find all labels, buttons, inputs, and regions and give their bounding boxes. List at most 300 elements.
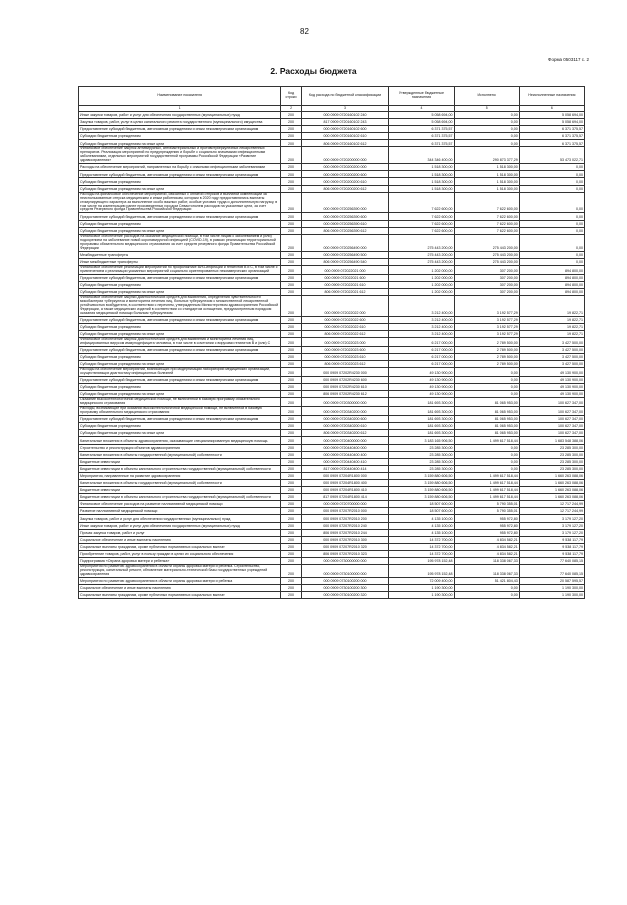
row-name: Бюджетные инвестиции (79, 458, 281, 465)
row-approved: 7 622 600,00 (389, 213, 454, 220)
row-unexecuted: 894 800,00 (519, 288, 584, 295)
row-executed: 1 499 617 518,44 (454, 479, 519, 486)
row-approved: 1 202 000,00 (389, 274, 454, 281)
table-row (79, 337, 585, 346)
row-approved: 3 183 165 906,50 (389, 437, 454, 444)
row-line-code: 200 (281, 487, 301, 494)
table-row (79, 444, 585, 451)
row-line-code: 200 (281, 274, 301, 281)
row-line-code: 200 (281, 451, 301, 458)
row-approved: 1 518 300,00 (389, 185, 454, 192)
row-approved: 1 518 300,00 (389, 171, 454, 178)
row-expense-code: 000 0909 0720160102 610 (301, 133, 389, 140)
row-expense-code: 000 0909 0730000000 000 (301, 558, 389, 565)
row-expense-code: 000 0909 072022023 600 (301, 346, 389, 353)
row-executed: 0,00 (454, 112, 519, 119)
table-row (79, 543, 585, 550)
row-name: Бюджетные инвестиции в объекты капитального строительства государственной (муниципальной) собственности (79, 465, 281, 472)
row-line-code: 200 (281, 147, 301, 164)
row-name: Расходы, возникающие при оказании высокотехнологичной медицинской помощи, не включенной в базовую программу обязательного медицинского страхования (79, 407, 281, 416)
row-expense-code: 000 0909 072022022 600 (301, 316, 389, 323)
row-line-code: 200 (281, 213, 301, 220)
row-name: Капитальные вложения в объекты государственной (муниципальной) собственности (79, 451, 281, 458)
row-line-code: 200 (281, 353, 301, 360)
table-row (79, 316, 585, 323)
row-unexecuted: 49 130 900,00 (519, 384, 584, 391)
row-name: Расходы на финансовое обеспечение мероприятий, связанных с оплатой отпусков и выплатой компенсации за неиспользованные отпуска медицинским и иным работникам, которым в 2020 году предоставлялись выплаты стимулирующего характера за выполнение особо важных работ, особые условия труда и дополнительную нагрузку, в том числе на компенсацию ранее произведенных городом Севастополем расходов на указанные цели, за счет средств Резервного фонда Правительства Российской Федерации (79, 192, 281, 213)
row-executed: 955 972,80 (454, 522, 519, 529)
row-unexecuted: 0,00 (519, 227, 584, 234)
row-approved: 14 372 700,00 (389, 550, 454, 557)
row-expense-code: 000 0909 0720440400 400 (301, 451, 389, 458)
table-row (79, 192, 585, 213)
row-expense-code: 000 0909 0720440400 410 (301, 458, 389, 465)
row-expense-code: 817 0909 07204R1800 414 (301, 494, 389, 501)
row-line-code: 200 (281, 126, 301, 133)
row-executed: 5 790 355,01 (454, 508, 519, 515)
row-unexecuted: 53 473 022,71 (519, 147, 584, 164)
row-expense-code: 000 0909 0720340200 000 (301, 407, 389, 416)
row-approved: 18 507 600,00 (389, 501, 454, 508)
row-executed: 7 622 600,00 (454, 192, 519, 213)
row-executed: 0,00 (454, 451, 519, 458)
table-row (79, 407, 585, 416)
row-unexecuted: 100 627 347,00 (519, 398, 584, 407)
row-name: Предоставление субсидий бюджетным, автономным учреждениям и иным некоммерческим организациям (79, 171, 281, 178)
row-name: Социальное обеспечение и иные выплаты населению (79, 585, 281, 592)
row-expense-code: 000 0909 0730100200 320 (301, 592, 389, 599)
table-row (79, 265, 585, 274)
row-approved: 23 285 300,00 (389, 465, 454, 472)
row-executed: 1 499 617 518,44 (454, 472, 519, 479)
row-name: Расходы на обеспечение мероприятий, направленных на борьбу с опасными инфекционными заболеваниями (79, 164, 281, 171)
row-unexecuted: 19 822,71 (519, 316, 584, 323)
row-name: Субсидии бюджетным учреждениям на иные цели (79, 391, 281, 398)
table-row (79, 416, 585, 423)
table-row (79, 487, 585, 494)
table-row (79, 281, 585, 288)
row-line-code: 200 (281, 423, 301, 430)
row-name: Субсидии бюджетным учреждениям на иные цели (79, 227, 281, 234)
row-unexecuted: 3 179 127,20 (519, 522, 584, 529)
row-name: Субсидии бюджетным учреждениям на иные цели (79, 361, 281, 368)
row-approved: 195 978 152,48 (389, 565, 454, 578)
row-executed: 7 622 600,00 (454, 227, 519, 234)
row-expense-code: 000 0909 072022022 610 (301, 323, 389, 330)
row-executed: 275 443 200,00 (454, 251, 519, 258)
table-row (79, 384, 585, 391)
row-line-code: 200 (281, 515, 301, 522)
row-name: Субсидии бюджетным учреждениям на иные цели (79, 430, 281, 437)
row-line-code: 200 (281, 391, 301, 398)
row-expense-code: 000 0909 07204R1800 410 (301, 487, 389, 494)
row-name: Мероприятия по развитию здравоохранения в области охраны здоровья матери и ребенка. Строительство, реконструкция, капитальный ремонт, обновление материально-технической базы государственных учреждений здравоохранения (79, 565, 281, 578)
row-expense-code: 000 0909 0720160102 240 (301, 112, 389, 119)
row-name: Иные межбюджетные трансферты (79, 258, 281, 265)
row-unexecuted: 1 660 263 088,06 (519, 487, 584, 494)
row-executed: 4 834 582,21 (454, 543, 519, 550)
row-executed: 81 065 953,00 (454, 430, 519, 437)
row-approved: 181 693 300,00 (389, 398, 454, 407)
row-unexecuted: 0,00 (519, 192, 584, 213)
row-unexecuted: 3 427 500,00 (519, 361, 584, 368)
row-expense-code: 000 0909 0720256390 600 (301, 213, 389, 220)
row-executed: 0,00 (454, 444, 519, 451)
row-name: Финансовое обеспечение реализации мероприятий по профилактике ВИЧ-инфекции и гепатитов В и С, в том числе с привлечением к реализации указанных мероприятий социально ориентированных некоммерческих организаций (79, 265, 281, 274)
row-unexecuted: 0,00 (519, 171, 584, 178)
row-name: Предоставление субсидий бюджетным, автономным учреждениям и иным некоммерческим организациям (79, 213, 281, 220)
row-line-code: 200 (281, 220, 301, 227)
table-row (79, 536, 585, 543)
table-row (79, 178, 585, 185)
row-unexecuted: 0,00 (519, 234, 584, 251)
row-name: Социальные выплаты гражданам, кроме публичных нормативных социальных выплат (79, 543, 281, 550)
row-expense-code: 806 0909 0720340200 612 (301, 430, 389, 437)
row-unexecuted: 1 660 263 088,06 (519, 472, 584, 479)
row-name: Субсидии бюджетным учреждениям (79, 178, 281, 185)
row-unexecuted: 49 130 900,00 (519, 391, 584, 398)
table-row (79, 479, 585, 486)
row-name: Субсидии бюджетным учреждениям (79, 220, 281, 227)
header-expense-code: Код расхода по бюджетной классификации (301, 87, 389, 106)
row-unexecuted: 12 717 244,99 (519, 501, 584, 508)
row-line-code: 200 (281, 543, 301, 550)
row-line-code: 200 (281, 295, 301, 316)
row-expense-code: 000 0909 07204R1800 400 (301, 479, 389, 486)
row-unexecuted: 894 800,00 (519, 274, 584, 281)
row-line-code: 200 (281, 416, 301, 423)
row-unexecuted: 19 822,71 (519, 330, 584, 337)
row-name: Межбюджетные трансферты (79, 251, 281, 258)
row-executed: 81 065 953,00 (454, 398, 519, 407)
row-expense-code: 806 0909 0720256490 540 (301, 258, 389, 265)
row-unexecuted: 0,00 (519, 164, 584, 171)
row-approved: 3 212 400,00 (389, 295, 454, 316)
row-approved: 1 518 300,00 (389, 164, 454, 171)
row-expense-code: 000 0909 07202R4230 600 (301, 377, 389, 384)
table-row (79, 585, 585, 592)
row-executed: 0,00 (454, 140, 519, 147)
table-row (79, 234, 585, 251)
row-name: Предоставление субсидий бюджетным, автономным учреждениям и иным некоммерческим организациям (79, 346, 281, 353)
table-row (79, 274, 585, 281)
row-line-code: 200 (281, 465, 301, 472)
row-approved: 4 135 100,00 (389, 515, 454, 522)
row-executed: 1 499 617 518,44 (454, 437, 519, 444)
row-approved: 49 130 900,00 (389, 384, 454, 391)
section-title: 2. Расходы бюджета (270, 66, 357, 76)
row-unexecuted: 1 190 300,00 (519, 592, 584, 599)
row-approved: 49 130 900,00 (389, 368, 454, 377)
table-row (79, 323, 585, 330)
table-row (79, 430, 585, 437)
row-approved: 275 443 200,00 (389, 258, 454, 265)
row-unexecuted: 19 822,71 (519, 323, 584, 330)
row-unexecuted: 100 627 347,00 (519, 416, 584, 423)
row-expense-code: 000 0909 07202R4230 000 (301, 368, 389, 377)
row-unexecuted: 100 627 347,00 (519, 423, 584, 430)
row-line-code: 200 (281, 577, 301, 584)
table-row (79, 472, 585, 479)
row-name: Приобретение товаров, работ, услуг в пользу граждан в целях их социального обеспечения (79, 550, 281, 557)
row-approved: 1 202 000,00 (389, 281, 454, 288)
row-expense-code: 000 0909 07202R4230 610 (301, 384, 389, 391)
row-executed: 4 834 582,21 (454, 550, 519, 557)
row-expense-code: 000 0909 072022023 610 (301, 353, 389, 360)
row-executed: 3 192 577,29 (454, 316, 519, 323)
row-expense-code: 000 0909 0720256490 500 (301, 251, 389, 258)
row-name: Предоставление субсидий бюджетным, автономным учреждениям и иным некоммерческим организациям (79, 416, 281, 423)
index-cell: 4 (389, 106, 454, 112)
table-row (79, 437, 585, 444)
row-line-code: 200 (281, 288, 301, 295)
row-approved: 181 693 300,00 (389, 407, 454, 416)
row-unexecuted: 12 717 244,99 (519, 508, 584, 515)
row-line-code: 200 (281, 140, 301, 147)
row-expense-code: 000 0909 0720200000 000 (301, 147, 389, 164)
row-approved: 181 693 300,00 (389, 423, 454, 430)
row-expense-code: 806 0909 072022022 612 (301, 330, 389, 337)
row-approved: 14 372 700,00 (389, 543, 454, 550)
table-row (79, 112, 585, 119)
row-unexecuted: 0,00 (519, 251, 584, 258)
row-name: Подпрограмма «Охрана здоровья матери и ребенка» (79, 558, 281, 565)
row-expense-code: 817 0909 0720160102 243 (301, 119, 389, 126)
row-name: Финансовое обеспечение расходов на развитие паллиативной медицинской помощи (79, 501, 281, 508)
row-unexecuted: 9 538 117,79 (519, 550, 584, 557)
table-row (79, 508, 585, 515)
row-expense-code: 000 0909 0720340200 600 (301, 416, 389, 423)
row-unexecuted: 6 371 375,57 (519, 126, 584, 133)
table-row (79, 133, 585, 140)
page-number: 82 (300, 27, 309, 36)
row-approved: 6 371 375,57 (389, 140, 454, 147)
row-name: Субсидии бюджетным учреждениям (79, 281, 281, 288)
table-row (79, 295, 585, 316)
row-executed: 307 200,00 (454, 274, 519, 281)
row-approved: 5 058 694,00 (389, 119, 454, 126)
table-body (79, 112, 585, 599)
row-unexecuted: 5 058 694,00 (519, 112, 584, 119)
row-line-code: 200 (281, 178, 301, 185)
row-unexecuted: 3 427 500,00 (519, 353, 584, 360)
row-expense-code: 806 0909 072022023 612 (301, 361, 389, 368)
row-line-code: 200 (281, 437, 301, 444)
table-row (79, 171, 585, 178)
row-line-code: 200 (281, 337, 301, 346)
row-line-code: 200 (281, 494, 301, 501)
row-executed: 1 518 300,00 (454, 171, 519, 178)
row-expense-code: 000 0909 07207R2010 300 (301, 536, 389, 543)
table-row (79, 465, 585, 472)
row-approved: 49 130 900,00 (389, 391, 454, 398)
row-expense-code: 806 0909 0720256390 612 (301, 227, 389, 234)
row-expense-code: 000 0909 072022023 000 (301, 337, 389, 346)
row-expense-code: 000 0909 0720400000 000 (301, 437, 389, 444)
row-executed: 2 789 500,00 (454, 337, 519, 346)
index-cell: 6 (519, 106, 584, 112)
row-executed: 0,00 (454, 465, 519, 472)
row-approved: 3 212 400,00 (389, 323, 454, 330)
row-executed: 0,00 (454, 377, 519, 384)
row-name: Развитие паллиативной медицинской помощи (79, 508, 281, 515)
row-line-code: 200 (281, 251, 301, 258)
table-row (79, 550, 585, 557)
row-line-code: 200 (281, 522, 301, 529)
row-approved: 1 202 000,00 (389, 265, 454, 274)
table-row (79, 423, 585, 430)
row-line-code: 200 (281, 185, 301, 192)
row-line-code: 200 (281, 407, 301, 416)
row-expense-code: 806 0909 07207R2010 244 (301, 529, 389, 536)
row-line-code: 200 (281, 550, 301, 557)
row-executed: 2 789 500,00 (454, 346, 519, 353)
row-line-code: 200 (281, 565, 301, 578)
row-approved: 3 212 400,00 (389, 316, 454, 323)
row-approved: 6 217 000,00 (389, 337, 454, 346)
row-approved: 72 009 400,00 (389, 577, 454, 584)
row-executed: 4 834 582,21 (454, 536, 519, 543)
row-unexecuted: 3 427 500,00 (519, 346, 584, 353)
row-executed: 0,00 (454, 133, 519, 140)
row-name: Финансовое обеспечение закупки диагностических средств для выявления, определения чувствительности микобактерии туберкулеза и мониторинга лечения лиц, больных туберкулезом с множественной лекарственной устойчивостью возбудителя, в соответствии с перечнем, утвержденным Министерством здравоохранения Российской Федерации, а также медицинских изделий в соответствии со стандартом оснащения, предусмотренным порядком оказания медицинской помощи больным туберкулезом (79, 295, 281, 316)
index-cell: 2 (281, 106, 301, 112)
row-approved: 275 443 200,00 (389, 234, 454, 251)
row-name: Субсидии бюджетным учреждениям на иные цели (79, 330, 281, 337)
row-approved: 3 159 880 606,50 (389, 487, 454, 494)
row-line-code: 200 (281, 361, 301, 368)
row-approved: 181 693 300,00 (389, 430, 454, 437)
table-row (79, 353, 585, 360)
row-expense-code: 000 0909 0720200200 000 (301, 164, 389, 171)
row-unexecuted: 77 640 085,15 (519, 565, 584, 578)
row-expense-code: 000 0909 07207R2010 320 (301, 543, 389, 550)
row-unexecuted: 49 130 900,00 (519, 368, 584, 377)
table-row (79, 119, 585, 126)
table-row (79, 346, 585, 353)
row-approved: 344 346 400,00 (389, 147, 454, 164)
row-unexecuted: 5 058 694,00 (519, 119, 584, 126)
row-approved: 23 285 300,00 (389, 444, 454, 451)
row-approved: 1 190 300,00 (389, 592, 454, 599)
table-header-row (79, 87, 585, 106)
row-name: Социальные выплаты гражданам, кроме публичных нормативных социальных выплат (79, 592, 281, 599)
row-line-code: 200 (281, 234, 301, 251)
row-expense-code: 000 0909 0720700000 000 (301, 501, 389, 508)
row-expense-code: 000 0909 07207R2010 000 (301, 508, 389, 515)
row-name: Оказание высокотехнологичной медицинской помощи, не включенной в базовую программу обязательного медицинского страхования (79, 398, 281, 407)
row-approved: 195 978 152,48 (389, 558, 454, 565)
row-executed: 118 338 067,33 (454, 565, 519, 578)
row-line-code: 200 (281, 112, 301, 119)
row-name: Строительство и реконструкция объектов здравоохранения (79, 444, 281, 451)
row-name: Капитальные вложения в объекты государственной (муниципальной) собственности (79, 479, 281, 486)
row-expense-code: 806 0909 072022021 612 (301, 288, 389, 295)
header-line-code: Код строки (281, 87, 301, 106)
row-line-code: 200 (281, 377, 301, 384)
row-executed: 81 065 953,00 (454, 423, 519, 430)
row-expense-code: 000 0909 0720440400 000 (301, 444, 389, 451)
table-row (79, 577, 585, 584)
row-executed: 3 192 577,29 (454, 323, 519, 330)
row-approved: 6 217 000,00 (389, 353, 454, 360)
row-executed: 1 499 617 518,44 (454, 494, 519, 501)
form-label: Форма 0503117 с. 2 (548, 57, 589, 62)
row-unexecuted: 0,00 (519, 258, 584, 265)
row-executed: 7 622 600,00 (454, 213, 519, 220)
row-executed: 307 200,00 (454, 288, 519, 295)
row-executed: 955 972,80 (454, 515, 519, 522)
row-line-code: 200 (281, 398, 301, 407)
row-line-code: 200 (281, 316, 301, 323)
table-row (79, 458, 585, 465)
table-row (79, 515, 585, 522)
row-unexecuted: 1 660 263 088,06 (519, 479, 584, 486)
row-expense-code: 000 0909 0730100200 000 (301, 577, 389, 584)
table-row (79, 368, 585, 377)
table-row (79, 451, 585, 458)
row-unexecuted: 1 660 263 088,06 (519, 494, 584, 501)
row-executed: 0,00 (454, 119, 519, 126)
row-unexecuted: 3 179 127,20 (519, 515, 584, 522)
row-name: Иные закупки товаров, работ и услуг для обеспечения государственных (муниципальных) нужд (79, 522, 281, 529)
table-row (79, 377, 585, 384)
row-unexecuted: 6 371 375,57 (519, 140, 584, 147)
row-line-code: 200 (281, 384, 301, 391)
row-approved: 23 285 300,00 (389, 458, 454, 465)
row-name: Расходы на обеспечение мероприятий, возникающих при модернизации лабораторий медицинских организаций, осуществляющих диагностику инфекционных болезней (79, 368, 281, 377)
row-line-code: 200 (281, 501, 301, 508)
row-unexecuted: 23 285 300,00 (519, 444, 584, 451)
row-approved: 275 443 200,00 (389, 251, 454, 258)
row-executed: 0,00 (454, 391, 519, 398)
row-unexecuted: 100 627 347,00 (519, 407, 584, 416)
row-line-code: 200 (281, 281, 301, 288)
row-line-code: 200 (281, 479, 301, 486)
row-expense-code: 000 0909 0720160102 600 (301, 126, 389, 133)
table-row (79, 529, 585, 536)
row-expense-code: 806 0909 0720160102 612 (301, 140, 389, 147)
row-unexecuted: 9 538 117,79 (519, 543, 584, 550)
row-unexecuted: 0,00 (519, 185, 584, 192)
row-executed: 0,00 (454, 368, 519, 377)
row-executed: 275 443 200,00 (454, 234, 519, 251)
index-cell: 3 (301, 106, 389, 112)
row-unexecuted: 77 640 085,15 (519, 558, 584, 565)
row-unexecuted: 49 130 900,00 (519, 377, 584, 384)
row-approved: 7 622 600,00 (389, 192, 454, 213)
row-name: Субсидии бюджетным учреждениям (79, 384, 281, 391)
row-line-code: 200 (281, 458, 301, 465)
row-line-code: 200 (281, 164, 301, 171)
row-unexecuted: 3 179 127,20 (519, 529, 584, 536)
row-name: Прочая закупка товаров, работ и услуг (79, 529, 281, 536)
row-executed: 5 790 355,01 (454, 501, 519, 508)
row-name: Капитальные вложения в объекты здравоохранения, оказывающие специализированную медицинскую помощь (79, 437, 281, 444)
row-line-code: 200 (281, 133, 301, 140)
row-name: Субсидии бюджетным учреждениям (79, 353, 281, 360)
row-name: Бюджетные инвестиции (79, 487, 281, 494)
row-unexecuted: 1 190 300,00 (519, 585, 584, 592)
row-expense-code: 000 0909 0720256390 000 (301, 192, 389, 213)
row-executed: 1 499 617 518,44 (454, 487, 519, 494)
row-name: Финансовое обеспечение расходов на оказание медицинской помощи, в том числе лицам с заболеванием и (или) подозрением на заболевание новой коронавирусной инфекцией (COVID-19), в рамках реализации территориальной программы обязательного медицинского страхования за счет средств резервного фонда Правительства Российской Федерации (79, 234, 281, 251)
row-executed: 0,00 (454, 585, 519, 592)
row-expense-code: 000 0909 0720300000 000 (301, 398, 389, 407)
row-approved: 181 693 300,00 (389, 416, 454, 423)
row-expense-code: 806 0909 07202R4230 612 (301, 391, 389, 398)
row-unexecuted: 20 587 595,57 (519, 577, 584, 584)
